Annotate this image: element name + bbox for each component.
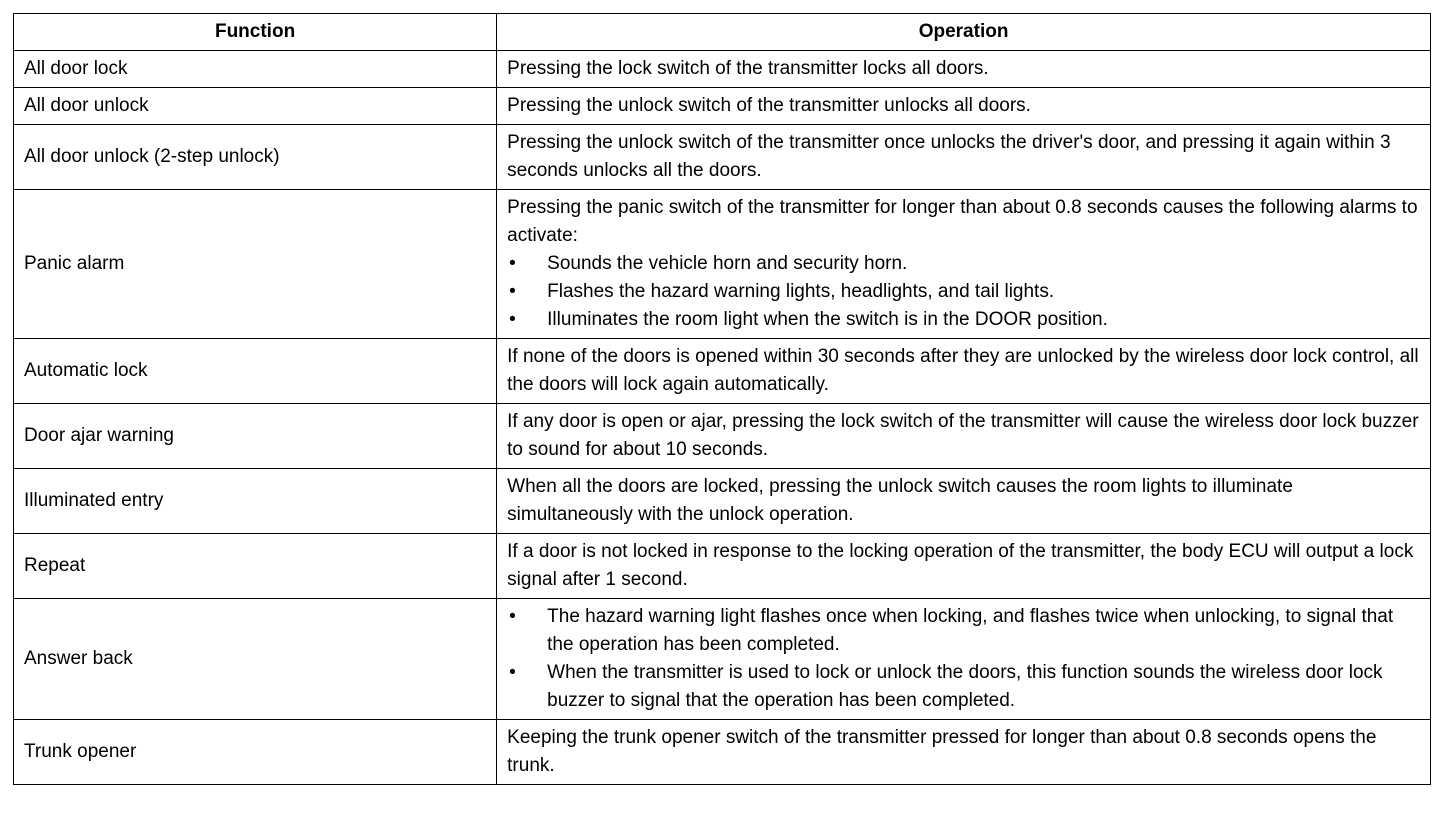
function-cell: Panic alarm — [14, 190, 497, 339]
operation-cell: Pressing the unlock switch of the transmitter unlocks all doors. — [497, 88, 1431, 125]
table-row — [14, 720, 1431, 785]
bullet-item: • Sounds the vehicle horn and security horn. — [507, 250, 1420, 278]
function-cell: All door lock — [14, 51, 497, 88]
operation-cell: If a door is not locked in response to the locking operation of the transmitter, the body ECU will output a lock signal after 1 second. — [497, 534, 1431, 599]
function-cell: Trunk opener — [14, 720, 497, 785]
operation-cell — [497, 599, 1431, 720]
bullet-item: • Flashes the hazard warning lights, headlights, and tail lights. — [507, 278, 1420, 306]
function-cell: Repeat — [14, 534, 497, 599]
bullet-list — [507, 603, 1420, 715]
operation-cell: Keeping the trunk opener switch of the transmitter pressed for longer than about 0.8 seconds opens the trunk. — [497, 720, 1431, 785]
bullet-item: • Illuminates the room light when the switch is in the DOOR position. — [507, 306, 1420, 334]
table-row — [14, 190, 1431, 339]
header-operation: Operation — [497, 14, 1431, 51]
table-row — [14, 469, 1431, 534]
function-cell: All door unlock (2-step unlock) — [14, 125, 497, 190]
table-row — [14, 51, 1431, 88]
table-row — [14, 404, 1431, 469]
table-row — [14, 534, 1431, 599]
function-cell: Automatic lock — [14, 339, 497, 404]
function-cell: Illuminated entry — [14, 469, 497, 534]
bullet-list — [507, 250, 1420, 334]
operation-cell: When all the doors are locked, pressing the unlock switch causes the room lights to illuminate simultaneously with the unlock operation. — [497, 469, 1431, 534]
operation-cell: Pressing the unlock switch of the transmitter once unlocks the driver's door, and pressing it again within 3 seconds unlocks all the doors. — [497, 125, 1431, 190]
operation-text: Pressing the panic switch of the transmitter for longer than about 0.8 seconds causes the following alarms to activate: — [507, 197, 1418, 246]
bullet-item: • The hazard warning light flashes once when locking, and flashes twice when unlocking, to signal that the operation has been completed. — [507, 603, 1420, 659]
operation-cell: If none of the doors is opened within 30 seconds after they are unlocked by the wireless door lock control, all the doors will lock again automatically. — [497, 339, 1431, 404]
header-function: Function — [14, 14, 497, 51]
operation-cell: If any door is open or ajar, pressing the lock switch of the transmitter will cause the wireless door lock buzzer to sound for about 10 seconds. — [497, 404, 1431, 469]
table-row — [14, 339, 1431, 404]
table-row — [14, 599, 1431, 720]
operation-cell — [497, 190, 1431, 339]
operation-cell: Pressing the lock switch of the transmitter locks all doors. — [497, 51, 1431, 88]
table-header-row — [14, 14, 1431, 51]
function-cell: Door ajar warning — [14, 404, 497, 469]
bullet-item: • When the transmitter is used to lock or unlock the doors, this function sounds the wireless door lock buzzer to signal that the operation has been completed. — [507, 659, 1420, 715]
table-row — [14, 88, 1431, 125]
function-cell: All door unlock — [14, 88, 497, 125]
function-cell: Answer back — [14, 599, 497, 720]
function-table — [13, 13, 1431, 785]
table-row — [14, 125, 1431, 190]
